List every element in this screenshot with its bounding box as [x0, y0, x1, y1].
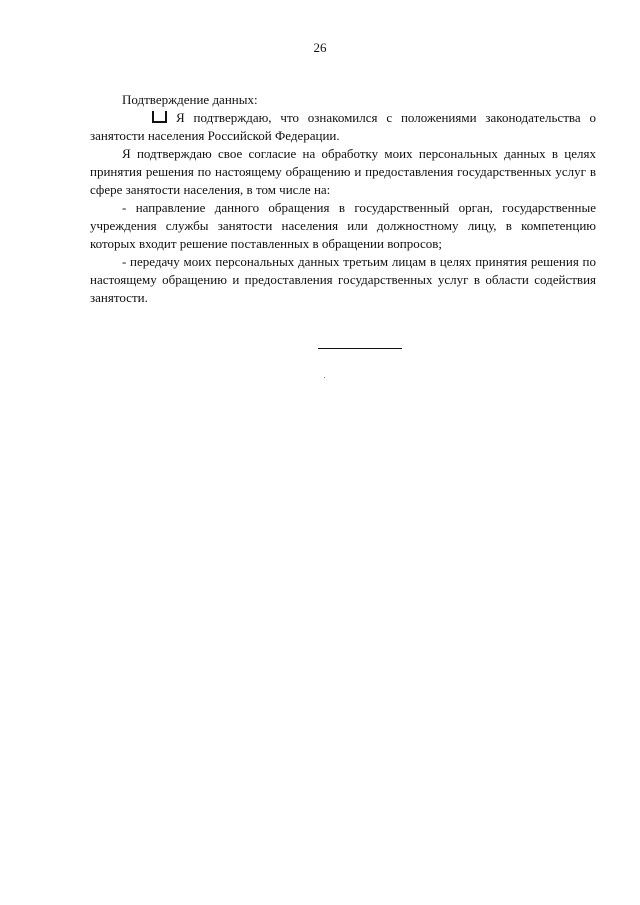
document-body — [90, 91, 596, 307]
checkbox-statement-line — [90, 109, 596, 145]
confirmation-checkbox[interactable] — [152, 111, 167, 123]
consent-item-forwarding: - направление данного обращения в государственный орган, государственные учреждения службы занятости населения или должностному лицу, в компетенцию которых входит решение поставленных в обращении вопросов; — [90, 200, 596, 251]
section-heading: Подтверждение данных: — [122, 92, 258, 107]
page-number: 26 — [313, 40, 327, 55]
checkbox-statement-text: Я подтверждаю, что ознакомился с положениями законодательства о занятости населения Российской Федерации. — [90, 110, 596, 143]
consent-item-third-parties: - передачу моих персональных данных третьим лицам в целях принятия решения по настоящему обращению и предоставления государственных услуг в области содействия занятости. — [90, 254, 596, 305]
consent-paragraph: Я подтверждаю свое согласие на обработку моих персональных данных в целях принятия решения по настоящему обращению и предоставления государственных услуг в сфере занятости населения, в том числе на: — [90, 146, 596, 197]
scan-speck — [324, 377, 325, 378]
end-divider — [318, 348, 402, 349]
